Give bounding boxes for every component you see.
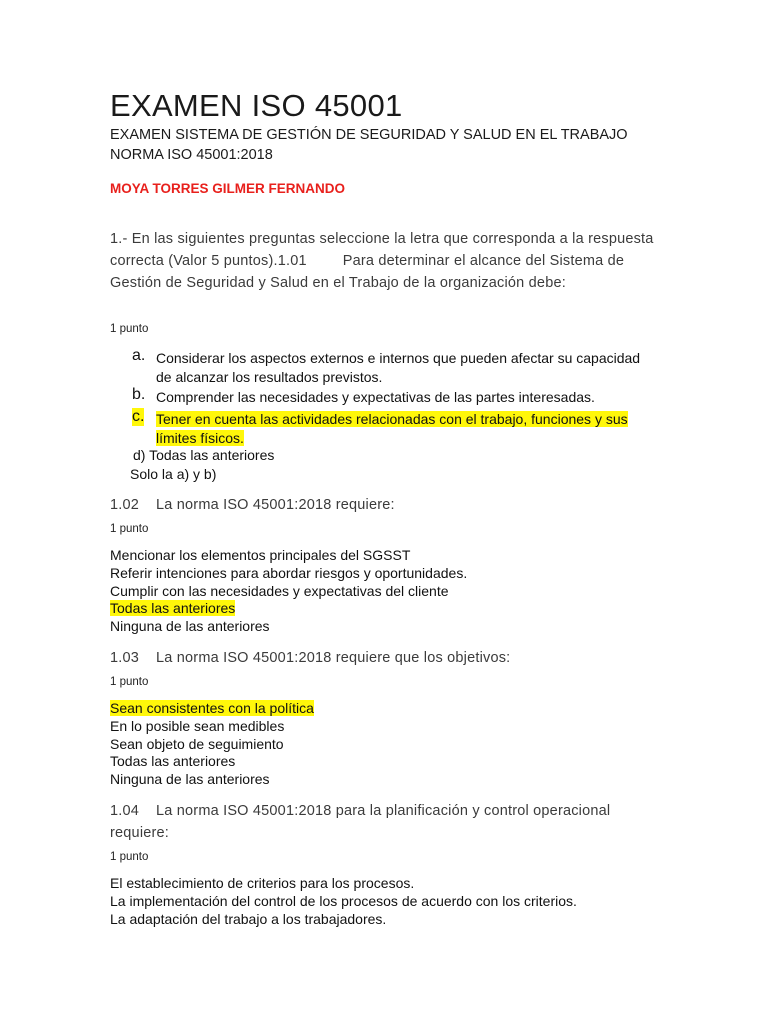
- question-103-text: La norma ISO 45001:2018 requiere que los objetivos:: [156, 650, 511, 666]
- list-item: Cumplir con las necesidades y expectativas del cliente: [110, 582, 449, 599]
- question-102-number: 1.02: [110, 497, 140, 513]
- option-e: Solo la a) y b): [130, 466, 217, 482]
- points-label-101: 1 punto: [110, 323, 149, 335]
- list-item: El establecimiento de criterios para los procesos.: [110, 875, 415, 891]
- points-label-102: 1 punto: [110, 523, 149, 535]
- list-item: Todas las anteriores: [110, 753, 236, 770]
- points-label-103: 1 punto: [110, 676, 149, 688]
- question-103-number: 1.03: [110, 650, 140, 666]
- document-subtitle-line2: NORMA ISO 45001:2018: [110, 147, 273, 163]
- option-text-a: Considerar los aspectos externos e internos que pueden afectar su capacidad de alcanzar los resultados previstos.: [156, 350, 641, 385]
- document-title: EXAMEN ISO 45001: [110, 88, 403, 123]
- question-104-text: La norma ISO 45001:2018 para la planificación y control operacional requiere:: [110, 803, 611, 841]
- question-intro: [110, 228, 655, 294]
- author-name: MOYA TORRES GILMER FERNANDO: [110, 181, 346, 196]
- option-text-c-highlight: Tener en cuenta las actividades relacionadas con el trabajo, funciones y sus límites físicos.: [156, 411, 628, 446]
- option-text-b: Comprender las necesidades y expectativas de las partes interesadas.: [156, 389, 595, 405]
- list-item: Referir intenciones para abordar riesgos y oportunidades.: [110, 564, 468, 581]
- list-item-highlighted: Sean consistentes con la política: [110, 700, 314, 716]
- points-label-104: 1 punto: [110, 851, 149, 863]
- question-102-text: La norma ISO 45001:2018 requiere:: [156, 497, 395, 513]
- question-104: [110, 800, 655, 844]
- question-104-options: [110, 875, 577, 928]
- option-d: d) Todas las anteriores: [133, 447, 275, 463]
- list-item: La adaptación del trabajo a los trabajadores.: [110, 910, 387, 927]
- question-103: [110, 647, 655, 669]
- list-item-highlighted: Todas las anteriores: [110, 600, 236, 617]
- list-item: En lo posible sean medibles: [110, 717, 285, 734]
- question-101-text: Para determinar el alcance del Sistema de Gestión de Seguridad y Salud en el Trabajo de la organización debe:: [110, 253, 625, 291]
- option-letter-c: c.: [132, 408, 145, 425]
- list-item: Ninguna de las anteriores: [110, 771, 270, 788]
- question-102-options: [110, 547, 467, 636]
- option-letter-a: a.: [132, 347, 146, 364]
- list-item: La implementación del control de los procesos de acuerdo con los criterios.: [110, 892, 577, 909]
- list-item: Ninguna de las anteriores: [110, 618, 270, 635]
- question-intro-part1: 1.- En las siguientes preguntas seleccione la letra que corresponda a la respuesta correcta (Valor 5 puntos).1.01: [110, 231, 654, 269]
- list-item: Mencionar los elementos principales del SGSST: [110, 547, 411, 563]
- document-subtitle-line1: EXAMEN SISTEMA DE GESTIÓN DE SEGURIDAD Y SALUD EN EL TRABAJO: [110, 127, 628, 143]
- list-item: Sean objeto de seguimiento: [110, 735, 284, 752]
- question-103-options: [110, 700, 314, 789]
- option-letter-b: b.: [132, 386, 146, 403]
- option-text-c: [156, 410, 656, 448]
- question-102: [110, 494, 655, 516]
- question-104-number: 1.04: [110, 803, 140, 819]
